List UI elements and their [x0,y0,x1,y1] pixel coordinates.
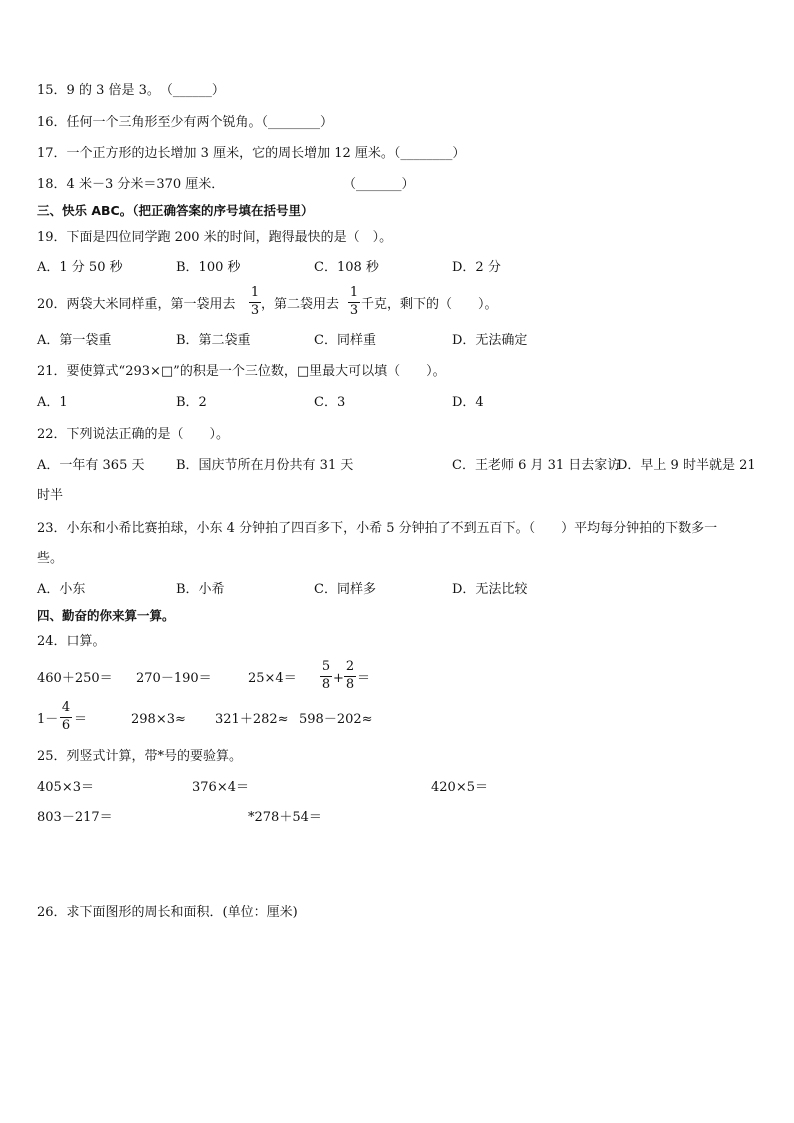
section-3-heading: 三、快乐 ABC。（把正确答案的序号填在括号里） [37,203,314,218]
fraction-numerator: 1 [349,285,359,300]
q17: 17．一个正方形的边长增加 3 厘米，它的周长增加 12 厘米。（________） [37,146,466,161]
q20-option-b: B．第二袋重 [176,333,251,348]
q22-option-c: C．王老师 6 月 31 日去家访 [452,458,621,473]
fraction-denominator: 6 [61,718,71,733]
q24-expr-1-minus: 1－ [37,712,59,727]
q20-option-c: C．同样重 [314,333,376,348]
q24-expr-6: 321＋282≈ [215,712,289,727]
q24-equals: ＝ [357,671,371,686]
q24-equals-2: ＝ [74,712,88,727]
q24-fraction-5-8 [320,660,332,692]
q24-fraction-2-8 [344,660,356,692]
q22-option-a: A．一年有 365 天 [37,458,145,473]
q24-fraction-4-6 [60,701,72,733]
fraction-numerator: 4 [61,700,71,715]
section-4-heading: 四、勤奋的你来算一算。 [37,608,175,623]
q23-option-b: B．小希 [176,582,225,597]
q19-option-b: B．100 秒 [176,260,241,275]
q16: 16．任何一个三角形至少有两个锐角。（________） [37,115,334,130]
q25-item-4: 803－217＝ [37,810,113,825]
q19-option-c: C．108 秒 [314,260,379,275]
q19-option-d: D．2 分 [452,260,501,275]
q22-option-b: B．国庆节所在月份共有 31 天 [176,458,354,473]
q18-blank: （_______） [343,177,415,192]
q21-stem: 21．要使算式“293×□”的积是一个三位数，□里最大可以填（ ）。 [37,364,446,379]
q20-option-d: D．无法确定 [452,333,528,348]
q19-option-a: A．1 分 50 秒 [37,260,123,275]
q20-option-a: A．第一袋重 [37,333,112,348]
q18-text: 18．4 米－3 分米＝370 厘米． [37,177,225,192]
fraction-denominator: 3 [349,303,359,318]
q26-stem: 26．求下面图形的周长和面积．(单位：厘米) [37,905,298,920]
q23-option-a: A．小东 [37,582,86,597]
fraction-numerator: 5 [321,659,331,674]
q25-item-2: 376×4＝ [192,780,249,795]
q24-expr-2: 270－190＝ [136,671,212,686]
q20-fraction-2 [348,286,360,318]
q20-stem-part2: ，第二袋用去 [261,297,340,312]
q20-stem-part1: 20．两袋大米同样重，第一袋用去 [37,297,236,312]
q23-stem-line1: 23．小东和小希比赛拍球，小东 4 分钟拍了四百多下，小希 5 分钟拍了不到五百下。（ ）平均每分钟拍的下数多一 [37,521,718,536]
q22-continuation: 时半 [37,488,64,503]
q25-item-1: 405×3＝ [37,780,94,795]
q23-option-c: C．同样多 [314,582,376,597]
fraction-denominator: 8 [345,677,355,692]
q23-stem-line2: 些。 [37,551,64,566]
q22-stem: 22．下列说法正确的是（ ）。 [37,427,230,442]
q20-stem-part3: 千克，剩下的（ ）。 [361,297,498,312]
q20-fraction-1 [249,286,261,318]
q21-option-b: B．2 [176,395,207,410]
q23-option-d: D．无法比较 [452,582,528,597]
q15: 15．9 的 3 倍是 3。 （______） [37,83,225,98]
q24-expr-7: 598－202≈ [299,712,373,727]
q21-option-a: A．1 [37,395,68,410]
q24-expr-3: 25×4＝ [248,671,297,686]
q19-stem: 19．下面是四位同学跑 200 米的时间，跑得最快的是（ ）。 [37,230,393,245]
q25-item-5: *278＋54＝ [248,810,322,825]
q24-expr-5: 298×3≈ [131,712,186,727]
q25-title: 25．列竖式计算，带*号的要验算。 [37,749,243,764]
q25-item-3: 420×5＝ [431,780,488,795]
fraction-numerator: 1 [250,285,260,300]
fraction-denominator: 3 [250,303,260,318]
fraction-denominator: 8 [321,677,331,692]
q21-option-c: C．3 [314,395,346,410]
q24-expr-1: 460＋250＝ [37,671,113,686]
q24-title: 24．口算。 [37,634,106,649]
q24-plus: + [333,671,344,686]
q21-option-d: D．4 [452,395,484,410]
q22-option-d: D．早上 9 时半就是 21 [617,458,756,473]
fraction-numerator: 2 [345,659,355,674]
